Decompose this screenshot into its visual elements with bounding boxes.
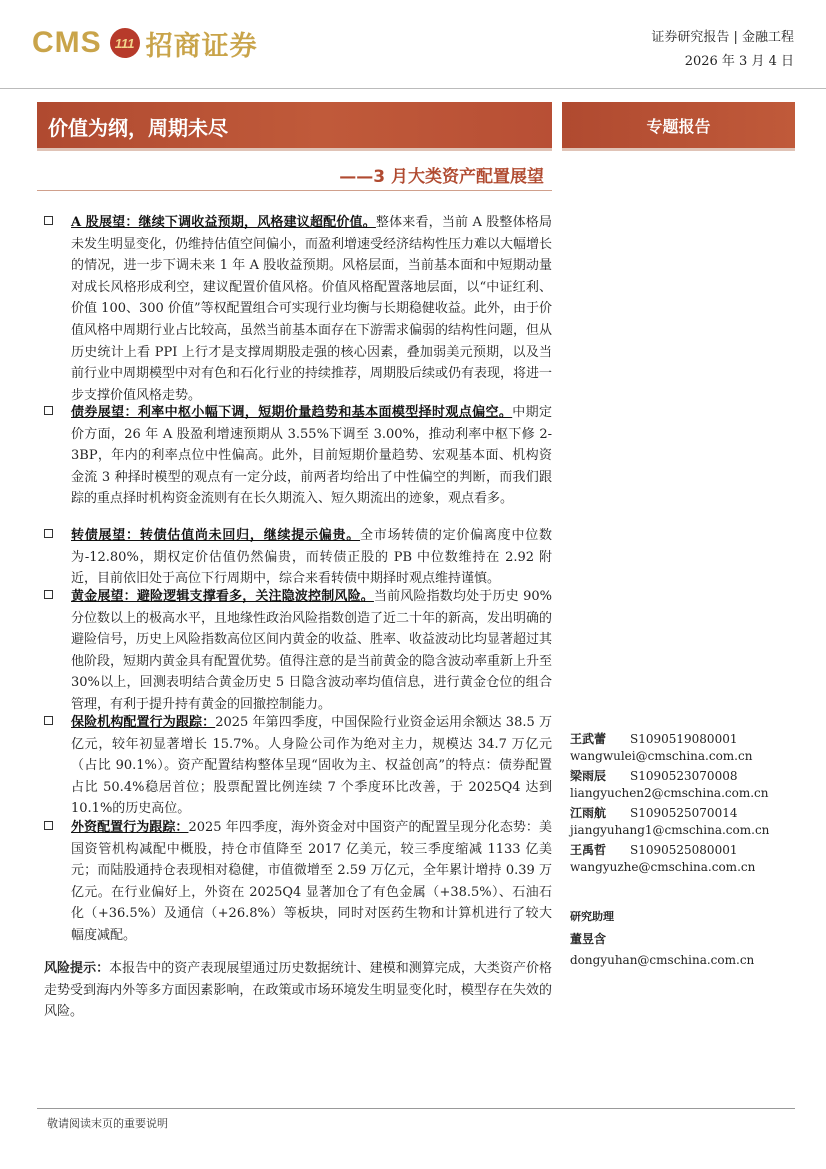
bullet-body: 2025 年四季度，海外资金对中国资产的配置呈现分化态势：美国资管机构减配中概股，持仓市值降至 2017 亿美元，较三季度缩减 1133 亿美元；而陆股通持仓表现相对稳健，市值微增至 2.59 万亿元，全年累计增持 0.39 万亿元。在行业偏好上，外资在 2025Q4 显著加仓了有色金属（+38.5%）、石油石化（+36.5%）及通信（+26.8%）等板块，同时对医药生物和计算机进行了较大幅度减配。 [71, 820, 552, 943]
bullet-lead: 保险机构配置行为跟踪： [71, 715, 216, 730]
risk-label: 风险提示： [44, 961, 110, 976]
analyst-email[interactable]: wangwulei@cmschina.com.cn [570, 749, 753, 763]
bullet-square-icon [44, 716, 53, 725]
bullet-gold [44, 586, 552, 716]
analyst-cert: S1090523070008 [630, 769, 738, 783]
analyst-name: 王武蕾 [570, 732, 607, 746]
bullet-lead: 黄金展望：避险逻辑支撑看多，关注隐波控制风险。 [71, 589, 374, 604]
bullet-lead: A 股展望：继续下调收益预期，风格建议超配价值。 [71, 215, 376, 230]
bullet-insurance [44, 712, 552, 820]
logo-latin-text: CMS [32, 26, 102, 59]
analyst-name: 江雨航 [570, 806, 607, 820]
page-title: 价值为纲，周期未尽 [48, 116, 228, 140]
analyst-entry [570, 767, 800, 800]
assistant-email[interactable]: dongyuhan@cmschina.com.cn [570, 953, 755, 967]
research-assistant [570, 908, 800, 967]
subtitle-divider [37, 190, 552, 191]
analyst-name: 王禹哲 [570, 843, 607, 857]
footer-divider [37, 1108, 795, 1109]
bullet-body: 2025 年第四季度，中国保险行业资金运用余额达 38.5 万亿元，较年初显著增长 15.7%。人身险公司作为绝对主力，规模达 34.7 万亿元（占比 90.1%）。资产配置结构整体呈现“固收为主、权益创高”的特点：债券配置占比 50.4%稳居首位；股票配置比例连续 7 个季度环比改善，于 2025Q4 达到 10.1%的历史高位。 [71, 715, 552, 817]
bullet-body: 全市场转债的定价偏离度中位数为-12.80%，期权定价估值仍然偏贵，而转债正股的 PB 中位数维持在 2.92 附近，目前依旧处于高位下行周期中，综合来看转债中期择时观点维持谨慎。 [71, 528, 552, 587]
company-logo [32, 22, 258, 64]
bullet-lead: 外资配置行为跟踪： [71, 820, 189, 835]
risk-warning [44, 958, 552, 1023]
analyst-email[interactable]: wangyuzhe@cmschina.com.cn [570, 860, 756, 874]
analyst-cert: S1090519080001 [630, 732, 738, 746]
logo-mark-icon: 111 [110, 28, 140, 58]
analyst-entry [570, 730, 800, 763]
page-subtitle: ——3 月大类资产配置展望 [339, 167, 544, 187]
bullet-lead: 转债展望：转债估值尚未回归，继续提示偏贵。 [71, 528, 361, 543]
report-type: 证券研究报告 | 金融工程 [651, 30, 794, 45]
bullet-square-icon [44, 590, 53, 599]
analyst-cert: S1090525070014 [630, 806, 738, 820]
analyst-email[interactable]: jiangyuhang1@cmschina.com.cn [570, 823, 770, 837]
report-date: 2026 年 3 月 4 日 [684, 54, 794, 69]
analyst-entry [570, 841, 800, 874]
bullet-square-icon [44, 821, 53, 830]
analyst-entry [570, 804, 800, 837]
bullet-body: 中期定价方面，26 年 A 股盈利增速预期从 3.55%下调至 3.00%，推动利率中枢下修 2-3BP，年内的利率点位中性偏高。此外，目前短期价量趋势、宏观基本面、机构资金流 3 种择时模型的观点有一定分歧，前两者均给出了中性偏空的判断，而我们跟踪的重点择时机构资金流则有在长久期流入、短久期流出的迹象，观点看多。 [71, 405, 552, 507]
bullet-bond [44, 402, 552, 510]
bullet-square-icon [44, 406, 53, 415]
analyst-name: 梁雨辰 [570, 769, 607, 783]
bullet-square-icon [44, 216, 53, 225]
tag-banner-underline [562, 148, 795, 151]
analyst-email[interactable]: liangyuchen2@cmschina.com.cn [570, 786, 769, 800]
footer-note: 敬请阅读末页的重要说明 [47, 1117, 168, 1130]
bullet-body: 当前风险指数均处于历史 90%分位数以上的极高水平，且地缘性政治风险指数创造了近二十年的新高，发出明确的避险信号，历史上风险指数高位区间内黄金的收益、胜率、收益波动比均显著超过其他阶段，短期内黄金具有配置优势。值得注意的是当前黄金的隐含波动率重新上升至 30%以上，回测表明结合黄金历史 5 日隐含波动率均值信息，进行黄金仓位的组合管理，有利于提升持有黄金的回撤控制能力。 [71, 589, 553, 712]
report-tag: 专题报告 [646, 117, 711, 136]
risk-body: 本报告中的资产表现展望通过历史数据统计、建模和测算完成，大类资产价格走势受到海内外等多方面因素影响，在政策或市场环境发生明显变化时，模型存在失效的风险。 [44, 961, 552, 1020]
bullet-body: 整体来看，当前 A 股整体格局未发生明显变化，仍维持估值空间偏小，而盈利增速受经济结构性压力难以大幅增长的情况，进一步下调未来 1 年 A 股收益预期。风格层面，当前基本面和中短期动量对成长风格形成利空，建议配置价值风格。价值风格配置落地层面，以“中证红利、价值 100、300 价值”等权配置组合可实现行业均衡与长期稳健收益。此外，由于价值风格中周期行业占比较高，虽然当前基本面存在下游需求偏弱的结构性问题，但从历史统计上看 PPI 上行才是支撑周期股走强的核心因素，叠加弱美元预期，以及当前行业中周期模型中对有色和石化行业的持续推荐，周期股后续或仍有表现，将进一步支撑价值风格走势。 [71, 215, 553, 403]
title-banner-underline [37, 148, 552, 151]
bullet-convertible [44, 525, 552, 590]
analyst-cert: S1090525080001 [630, 843, 738, 857]
assistant-name: 董昱含 [570, 932, 607, 946]
assistant-title: 研究助理 [570, 910, 614, 923]
logo-chinese-text: 招商证券 [145, 30, 258, 62]
header-divider [0, 88, 826, 89]
bullet-lead: 债券展望：利率中枢小幅下调，短期价量趋势和基本面模型择时观点偏空。 [71, 405, 513, 420]
bullet-a-share [44, 212, 552, 406]
bullet-foreign-capital [44, 817, 552, 947]
analyst-list [570, 730, 800, 878]
bullet-square-icon [44, 529, 53, 538]
